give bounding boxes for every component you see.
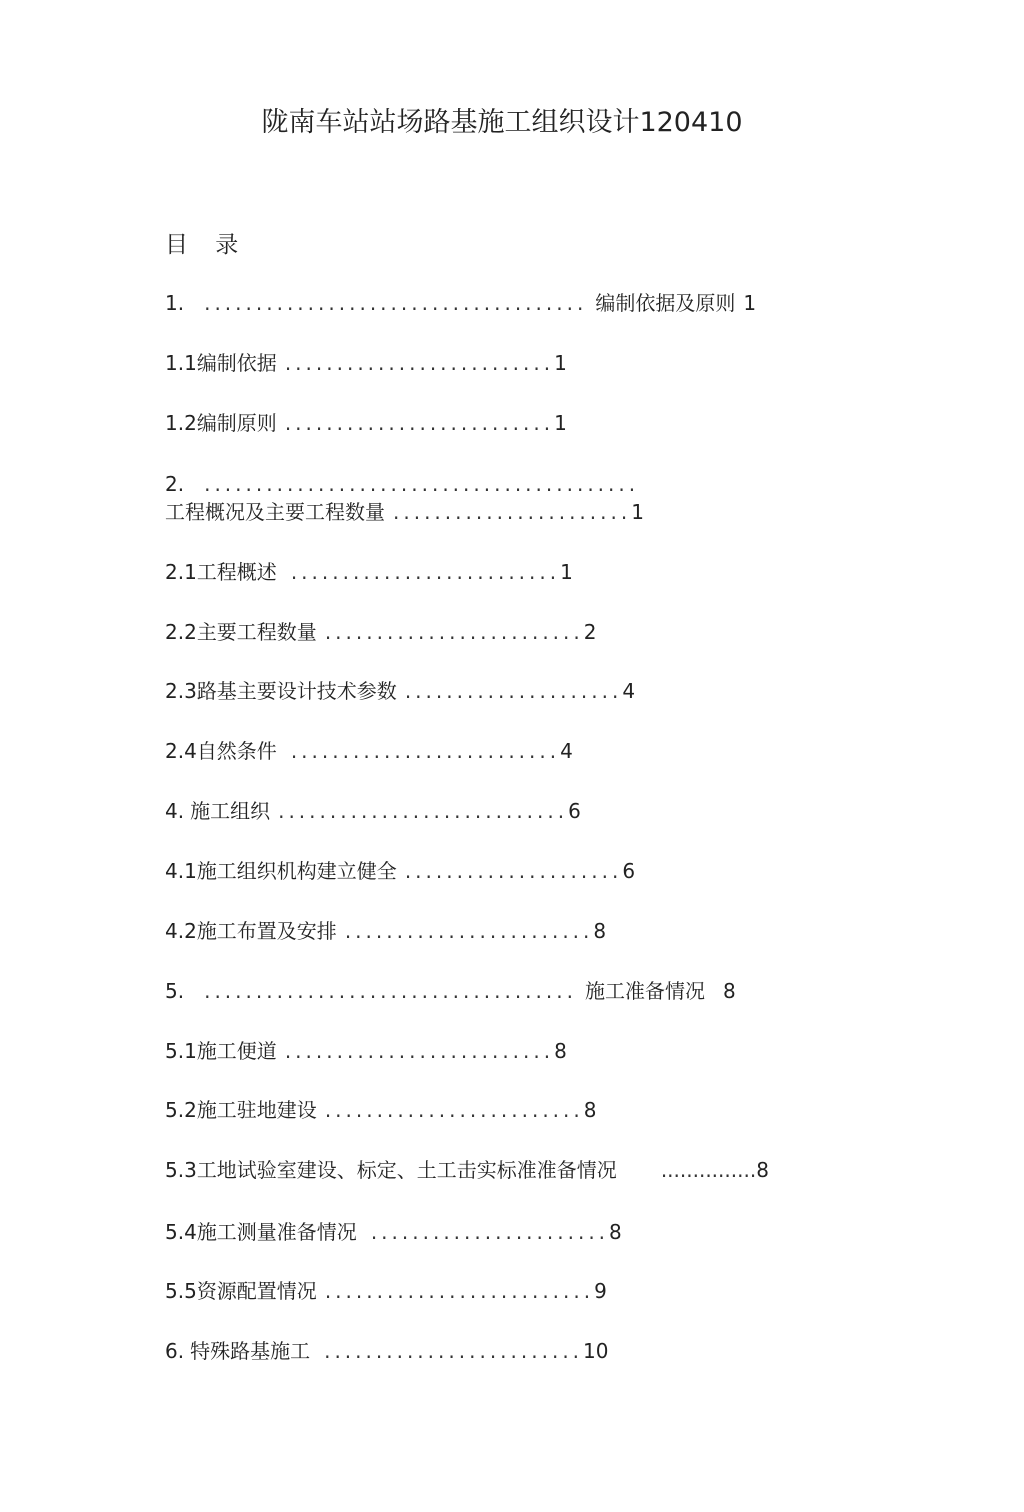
toc-entry-title: 编制原则 bbox=[196, 411, 277, 435]
toc-entry-title: 路基主要设计技术参数 bbox=[196, 679, 397, 703]
toc-heading: 目 录 bbox=[165, 232, 249, 258]
toc-entry-dots: .......................................... bbox=[204, 472, 640, 496]
toc-entry-title: 施工准备情况 bbox=[584, 979, 705, 1003]
toc-entry-page: 8 bbox=[609, 1220, 622, 1244]
toc-entry-title: 施工测量准备情况 bbox=[196, 1220, 357, 1244]
toc-entry-number: 2. bbox=[165, 472, 185, 496]
toc-entry-number: 2.2 bbox=[165, 620, 197, 644]
toc-entry[interactable] bbox=[165, 976, 736, 1006]
toc-entry-dots: ....................... bbox=[393, 500, 632, 524]
toc-entry-dots: ............................ bbox=[278, 799, 569, 823]
toc-entry-page: 8 bbox=[722, 979, 736, 1003]
toc-entry-number: 2.3 bbox=[165, 679, 197, 703]
toc-entry-page: 1 bbox=[631, 500, 644, 524]
toc-entry-number: 4.2 bbox=[165, 919, 197, 943]
toc-entry-dots: .......................... bbox=[284, 411, 555, 435]
toc-entry-page: 1 bbox=[554, 351, 567, 375]
toc-entry-number: 5.3 bbox=[165, 1158, 197, 1182]
toc-entry-title: 主要工程数量 bbox=[196, 620, 317, 644]
toc-entry-title: 施工便道 bbox=[196, 1039, 277, 1063]
toc-entry[interactable] bbox=[165, 736, 573, 766]
toc-entry-number: 5. bbox=[165, 979, 185, 1003]
toc-entry-title: 编制依据及原则 bbox=[595, 291, 736, 315]
toc-entry-page: 1 bbox=[554, 411, 567, 435]
toc-entry-title: 施工驻地建设 bbox=[196, 1098, 317, 1122]
toc-entry-dots: .......................... bbox=[284, 351, 555, 375]
toc-entry-title: 编制依据 bbox=[196, 351, 277, 375]
toc-entry-title: 施工布置及安排 bbox=[196, 919, 337, 943]
toc-entry-number: 5.5 bbox=[165, 1279, 197, 1303]
toc-entry-number: 1.1 bbox=[165, 351, 197, 375]
toc-entry-number: 6. bbox=[165, 1339, 185, 1363]
toc-entry[interactable] bbox=[165, 617, 596, 647]
toc-entry-title: 工地试验室建设、标定、土工击实标准准备情况 bbox=[196, 1158, 617, 1182]
toc-entry[interactable] bbox=[165, 1276, 607, 1306]
toc-entry[interactable] bbox=[165, 1336, 608, 1366]
toc-entry-number: 1. bbox=[165, 291, 185, 315]
toc-entry[interactable] bbox=[165, 557, 573, 587]
toc-entry-page: 8 bbox=[593, 919, 607, 943]
toc-entry-number: 5.2 bbox=[165, 1098, 197, 1122]
toc-entry-page: 8 bbox=[554, 1039, 567, 1063]
toc-entry-dots: ............... bbox=[660, 1158, 757, 1182]
toc-entry[interactable] bbox=[165, 796, 581, 826]
toc-entry-dots: ......................... bbox=[324, 1339, 584, 1363]
toc-entry-dots: ......................... bbox=[324, 620, 584, 644]
toc-entry-dots: .......................... bbox=[290, 739, 561, 763]
toc-entry-title: 施工组织 bbox=[190, 799, 271, 823]
toc-entry-page: 9 bbox=[594, 1279, 607, 1303]
toc-entry[interactable] bbox=[165, 470, 644, 526]
toc-entry-page: 4 bbox=[622, 679, 636, 703]
toc-entry-page: 1 bbox=[743, 291, 757, 315]
toc-entry-title: 资源配置情况 bbox=[196, 1279, 317, 1303]
toc-entry-dots: .................................... bbox=[204, 979, 577, 1003]
document-title: 陇南车站站场路基施工组织设计120410 bbox=[261, 107, 743, 138]
toc-entry-dots: ..................... bbox=[404, 679, 623, 703]
toc-entry-dots: ..................... bbox=[404, 859, 623, 883]
toc-entry-page: 10 bbox=[583, 1339, 609, 1363]
toc-entry-page: 1 bbox=[560, 560, 573, 584]
toc-entry-page: 6 bbox=[568, 799, 581, 823]
toc-entry-number: 1.2 bbox=[165, 411, 197, 435]
toc-entry-page: 2 bbox=[583, 620, 597, 644]
toc-entry-title: 工程概况及主要工程数量 bbox=[165, 500, 385, 524]
toc-entry-title: 工程概述 bbox=[196, 560, 277, 584]
toc-entry-number: 4. bbox=[165, 799, 185, 823]
toc-entry[interactable] bbox=[165, 1155, 769, 1185]
toc-entry-dots: ..................................... bbox=[204, 291, 588, 315]
toc-entry[interactable] bbox=[165, 408, 567, 438]
toc-entry[interactable] bbox=[165, 1095, 596, 1125]
toc-entry[interactable] bbox=[165, 856, 635, 886]
toc-entry[interactable] bbox=[165, 1036, 567, 1066]
toc-entry-number: 2.1 bbox=[165, 560, 197, 584]
toc-entry-title: 自然条件 bbox=[196, 739, 277, 763]
toc-entry-dots: ....................... bbox=[370, 1220, 610, 1244]
toc-entry[interactable] bbox=[165, 916, 606, 946]
toc-entry-number: 4.1 bbox=[165, 859, 197, 883]
toc-entry[interactable] bbox=[165, 348, 567, 378]
toc-entry-dots: .......................... bbox=[284, 1039, 555, 1063]
toc-entry-page: 4 bbox=[560, 739, 573, 763]
toc-entry-title: 特殊路基施工 bbox=[190, 1339, 311, 1363]
toc-entry[interactable] bbox=[165, 288, 756, 318]
toc-entry-number: 2.4 bbox=[165, 739, 197, 763]
toc-entry-dots: ........................ bbox=[344, 919, 594, 943]
toc-entry-page: 8 bbox=[583, 1098, 597, 1122]
toc-entry-dots: .......................... bbox=[290, 560, 561, 584]
toc-entry-number: 5.1 bbox=[165, 1039, 197, 1063]
toc-entry-page: 8 bbox=[756, 1158, 769, 1182]
toc-entry-number: 5.4 bbox=[165, 1220, 197, 1244]
toc-entry-page: 6 bbox=[622, 859, 636, 883]
toc-entry-dots: ......................... bbox=[324, 1098, 584, 1122]
toc-entry[interactable] bbox=[165, 1217, 622, 1247]
toc-entry-dots: .......................... bbox=[324, 1279, 595, 1303]
toc-entry[interactable] bbox=[165, 676, 635, 706]
toc-entry-title: 施工组织机构建立健全 bbox=[196, 859, 397, 883]
